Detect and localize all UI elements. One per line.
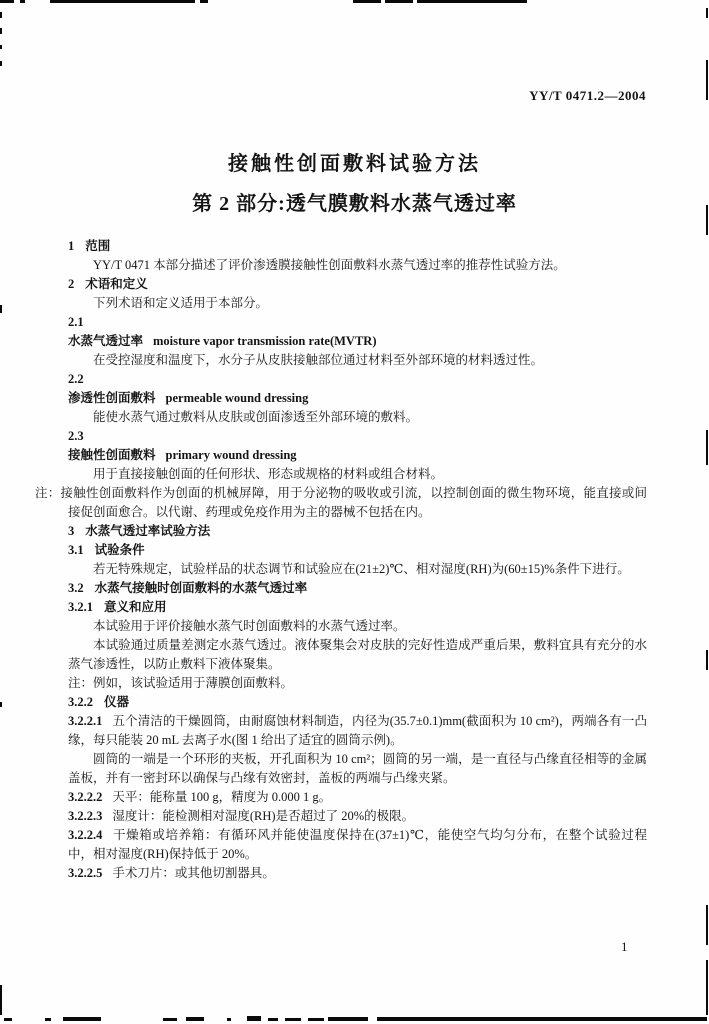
scan-artifact <box>247 1016 261 1021</box>
scan-artifact <box>706 60 708 100</box>
term-en: primary wound dressing <box>165 448 297 462</box>
section-title: 水蒸气透过率试验方法 <box>85 524 211 538</box>
term-2-2-number: 2.2 <box>68 372 84 386</box>
scan-artifact <box>0 61 2 66</box>
scan-artifact <box>0 702 2 707</box>
section-title: 术语和定义 <box>85 277 148 291</box>
term-2-1-number: 2.1 <box>68 315 84 329</box>
document-title-line2: 第 2 部分:透气膜敷料水蒸气透过率 <box>192 193 517 215</box>
clause-text: 干燥箱或培养箱：有循环风并能使温度保持在(37±1)℃，能使空气均匀分布，在整个试验过程中，相对湿度(RH)保持低于 20%。 <box>68 828 647 861</box>
term-zh: 水蒸气透过率 <box>68 334 144 348</box>
term-2-1-definition: 在受控湿度和温度下，水分子从皮肤接触部位通过材料至外部环境的材料透过性。 <box>93 353 544 367</box>
section-1-body: YY/T 0471 本部分描述了评价渗透膜接触性创面敷料水蒸气透过率的推荐性试验方法。 <box>93 258 566 272</box>
scan-artifact <box>227 1018 231 1021</box>
clause-number: 3.2.2.5 <box>68 866 103 880</box>
scan-artifact <box>20 0 25 3</box>
clause-number: 3.2.2.2 <box>68 790 103 804</box>
scan-artifact <box>285 1018 301 1021</box>
scan-artifact <box>385 0 413 3</box>
standard-code: YY/T 0471.2—2004 <box>529 88 646 103</box>
section-3-2-1-paragraph-1: 本试验用于评价接触水蒸气时创面敷料的水蒸气透过率。 <box>93 619 406 633</box>
document-body <box>35 237 647 883</box>
scan-artifact <box>706 905 708 945</box>
term-2-1-title <box>68 332 647 351</box>
section-3-2-1-note: 注：例如，该试验适用于薄膜创面敷料。 <box>68 676 294 690</box>
section-title: 水蒸气接触时创面敷料的水蒸气透过率 <box>94 581 308 595</box>
section-number: 3.2.2 <box>68 695 93 709</box>
section-2-heading <box>68 275 647 294</box>
section-3-1-body: 若无特殊规定，试验样品的状态调节和试验应在(21±2)℃、相对湿度(RH)为(60±15)%条件下进行。 <box>93 562 630 576</box>
section-3-2-2-heading <box>68 693 647 712</box>
page-number: 1 <box>621 939 628 954</box>
clause-3-2-2-1-continued: 圆筒的一端是一个环形的夹板，开孔面积为 10 cm²；圆筒的另一端，是一直径与凸缘直径相等的金属盖板，并有一密封环以确保与凸缘有效密封，盖板的两端与凸缘夹紧。 <box>68 752 647 785</box>
term-en: permeable wound dressing <box>165 391 309 405</box>
scan-artifact <box>377 1017 707 1021</box>
clause-3-2-2-1 <box>68 712 647 750</box>
section-number: 3 <box>68 524 75 538</box>
section-3-2-heading <box>68 579 647 598</box>
clause-3-2-2-5 <box>68 864 647 883</box>
clause-number: 3.2.2.4 <box>68 828 103 842</box>
term-2-3-number: 2.3 <box>68 429 84 443</box>
term-2-2-title <box>68 389 647 408</box>
scan-artifact <box>0 28 2 34</box>
section-1-heading <box>68 237 647 256</box>
term-2-2-definition: 能使水蒸气通过敷料从皮肤或创面渗透至外部环境的敷料。 <box>93 410 419 424</box>
scan-artifact <box>63 1017 101 1021</box>
scan-artifact <box>0 305 2 313</box>
scan-artifact <box>200 0 208 3</box>
term-2-3-definition: 用于直接接触创面的任何形状、形态或规格的材料或组合材料。 <box>93 467 444 481</box>
scan-artifact <box>163 1018 177 1021</box>
section-number: 2 <box>68 277 75 291</box>
section-2-intro: 下列术语和定义适用于本部分。 <box>93 296 269 310</box>
section-3-2-1-heading <box>68 598 647 617</box>
section-title: 试验条件 <box>94 543 145 557</box>
section-number: 1 <box>68 239 75 253</box>
term-zh: 渗透性创面敷料 <box>68 391 156 405</box>
section-title: 意义和应用 <box>104 600 167 614</box>
scan-artifact <box>353 0 381 3</box>
document-title <box>0 147 709 216</box>
clause-number: 3.2.2.1 <box>68 714 103 728</box>
clause-3-2-2-2 <box>68 788 647 807</box>
scan-artifact <box>706 650 708 670</box>
section-number: 3.2 <box>68 581 84 595</box>
scan-artifact <box>417 0 527 3</box>
clause-text: 手术刀片：或其他切割器具。 <box>112 866 275 880</box>
scan-artifact <box>186 1017 204 1021</box>
clause-text: 天平：能称量 100 g，精度为 0.000 1 g。 <box>112 790 332 804</box>
scan-artifact <box>0 0 14 3</box>
section-3-1-heading <box>68 541 647 560</box>
section-title: 范围 <box>85 239 111 253</box>
term-2-3-title <box>68 446 647 465</box>
section-3-heading <box>68 522 647 541</box>
section-title: 仪器 <box>104 695 130 709</box>
clause-number: 3.2.2.3 <box>68 809 103 823</box>
scan-artifact <box>706 960 708 1015</box>
term-2-3-note: 注：接触性创面敷料作为创面的机械屏障，用于分泌物的吸收或引流，以控制创面的微生物环境，能直接或间接促创面愈合。以代谢、药理或免疫作用为主的器械不包括在内。 <box>35 486 647 519</box>
scan-artifact <box>50 0 195 3</box>
scan-artifact <box>268 1018 278 1021</box>
section-number: 3.2.1 <box>68 600 93 614</box>
clause-3-2-2-4 <box>68 826 647 864</box>
clause-text: 五个清洁的干燥圆筒，由耐腐蚀材料制造，内径为(35.7±0.1)mm(截面积为 10 cm²)，两端各有一凸缘，每只能装 20 mL 去离子水(图 1 给出了适宜的圆筒示例)。 <box>68 714 647 747</box>
term-zh: 接触性创面敷料 <box>68 448 156 462</box>
scan-artifact <box>45 1018 51 1021</box>
clause-text: 湿度计：能检测相对湿度(RH)是否超过了 20%的极限。 <box>112 809 415 823</box>
scan-artifact <box>706 430 708 465</box>
scan-artifact <box>4 1018 12 1021</box>
scan-artifact <box>706 8 708 18</box>
term-en: moisture vapor transmission rate(MVTR) <box>153 334 377 348</box>
scan-artifact <box>308 1018 324 1021</box>
scan-artifact <box>0 45 2 49</box>
clause-3-2-2-3 <box>68 807 647 826</box>
section-number: 3.1 <box>68 543 84 557</box>
document-title-line1: 接触性创面敷料试验方法 <box>228 153 481 175</box>
scan-artifact <box>0 12 2 18</box>
section-3-2-1-paragraph-2: 本试验通过质量差测定水蒸气透过。液体聚集会对皮肤的完好性造成严重后果，敷料宜具有充分的水蒸气渗透性，以防止敷料下液体聚集。 <box>68 638 647 671</box>
scan-artifact <box>328 1017 368 1021</box>
scan-artifact <box>0 985 2 1015</box>
